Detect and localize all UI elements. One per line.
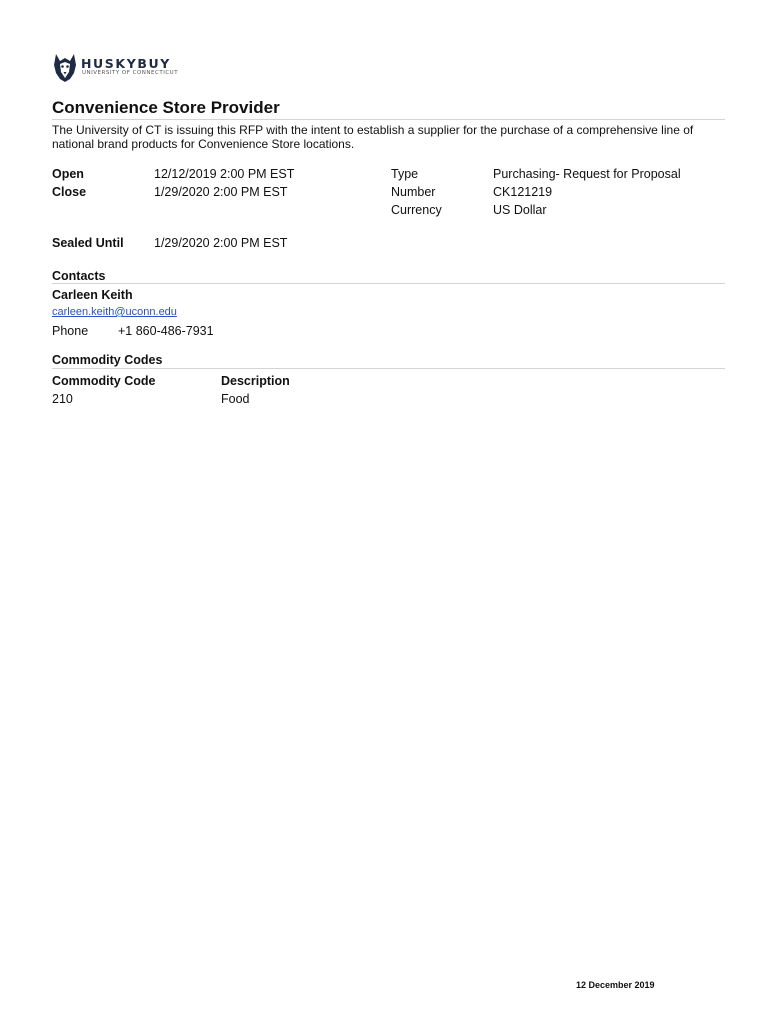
commodity-code-header: Commodity Code bbox=[52, 374, 156, 388]
footer-date: 12 December 2019 bbox=[576, 980, 655, 990]
contacts-heading: Contacts bbox=[52, 269, 106, 283]
title-divider bbox=[52, 119, 725, 120]
currency-label: Currency bbox=[391, 203, 442, 217]
sealed-until-value: 1/29/2020 2:00 PM EST bbox=[154, 236, 288, 250]
huskybuy-logo bbox=[52, 50, 178, 84]
phone-label: Phone bbox=[52, 324, 89, 338]
contacts-divider bbox=[52, 283, 725, 284]
sealed-until-label: Sealed Until bbox=[52, 236, 124, 250]
commodity-code-cell: 210 bbox=[52, 392, 73, 406]
number-label: Number bbox=[391, 185, 436, 199]
phone-value: +1 860-486-7931 bbox=[118, 324, 214, 338]
number-value: CK121219 bbox=[493, 185, 553, 199]
open-label: Open bbox=[52, 167, 84, 181]
page-title: Convenience Store Provider bbox=[52, 98, 280, 117]
logo-subtext: UNIVERSITY OF CONNECTICUT bbox=[82, 70, 179, 76]
type-label: Type bbox=[391, 167, 419, 181]
husky-icon bbox=[52, 51, 78, 83]
close-value: 1/29/2020 2:00 PM EST bbox=[154, 185, 288, 199]
description-cell: Food bbox=[221, 392, 250, 406]
logo-text: HUSKYBUY bbox=[81, 56, 171, 71]
contact-name: Carleen Keith bbox=[52, 288, 133, 302]
currency-value: US Dollar bbox=[493, 203, 547, 217]
contact-email-link[interactable]: carleen.keith@uconn.edu bbox=[52, 306, 177, 318]
commodity-codes-heading: Commodity Codes bbox=[52, 353, 163, 367]
description: The University of CT is issuing this RFP with the intent to establish a supplier for the purchase of a comprehensive line of national brand products for Convenience Store locations. bbox=[52, 123, 694, 151]
open-value: 12/12/2019 2:00 PM EST bbox=[154, 167, 295, 181]
description-header: Description bbox=[221, 374, 290, 388]
type-value: Purchasing- Request for Proposal bbox=[493, 167, 681, 181]
commodity-divider bbox=[52, 368, 725, 369]
close-label: Close bbox=[52, 185, 87, 199]
